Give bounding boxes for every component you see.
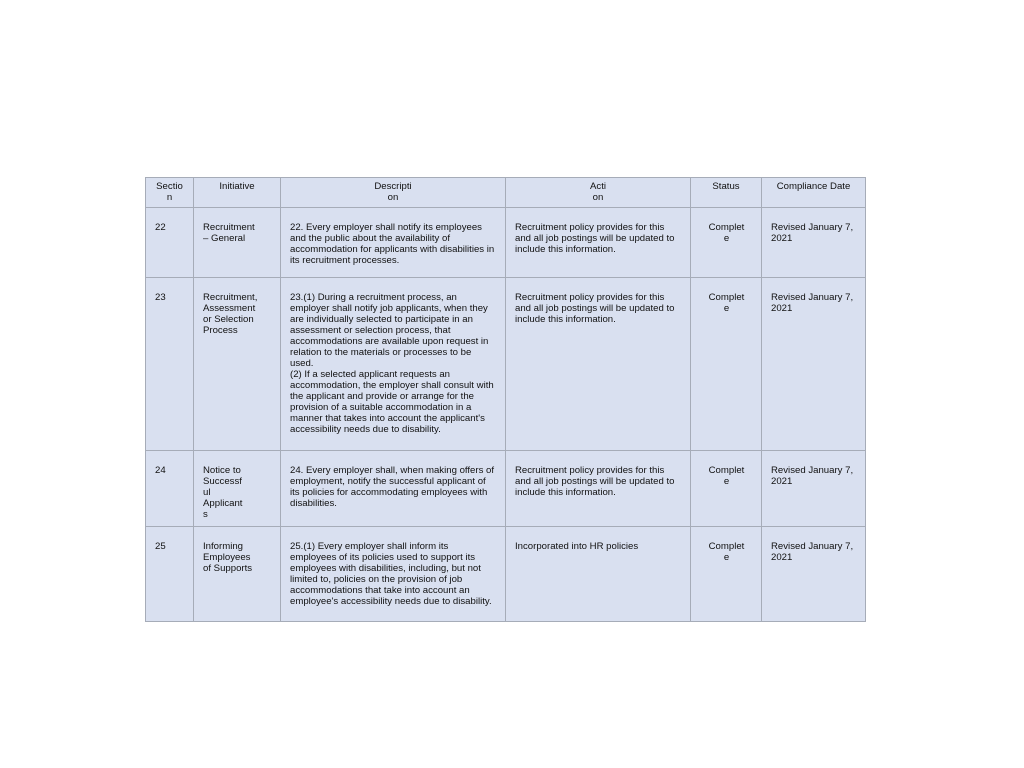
table-row	[146, 527, 866, 622]
header-description-label: Descripti on	[374, 181, 412, 203]
table-row	[146, 451, 866, 527]
table-row	[146, 208, 866, 278]
action-text: Incorporated into HR policies	[515, 541, 639, 552]
header-compliance-date	[762, 178, 866, 208]
status-cell	[691, 527, 762, 622]
action-cell	[506, 451, 691, 527]
description-text: 25.(1) Every employer shall inform its employees of its policies used to support its employees with disabilities, including, but not limited to, policies on the provision of job accommodations that take into account an employee's accessibility needs due to disability.	[290, 541, 492, 607]
header-action-label: Acti on	[590, 181, 606, 203]
compliance-date-text: Revised January 7, 2021	[771, 292, 854, 314]
action-cell	[506, 527, 691, 622]
status-text: Complet e	[708, 541, 745, 563]
section-cell	[146, 451, 194, 527]
compliance-date-text: Revised January 7, 2021	[771, 465, 854, 487]
status-text: Complet e	[708, 465, 745, 487]
initiative-cell	[194, 527, 281, 622]
header-status-label: Status	[712, 181, 740, 192]
compliance-date-text: Revised January 7, 2021	[771, 222, 854, 244]
initiative-text: Recruitment – General	[203, 222, 255, 244]
section-number: 22	[155, 222, 166, 233]
header-status	[691, 178, 762, 208]
header-initiative-label: Initiative	[219, 181, 255, 192]
section-cell	[146, 527, 194, 622]
status-text: Complet e	[708, 222, 745, 244]
initiative-cell	[194, 208, 281, 278]
action-cell	[506, 278, 691, 451]
compliance-table	[145, 177, 866, 622]
action-text: Recruitment policy provides for this and all job postings will be updated to include this information.	[515, 465, 675, 498]
compliance-date-cell	[762, 451, 866, 527]
section-number: 25	[155, 541, 166, 552]
status-cell	[691, 208, 762, 278]
compliance-date-cell	[762, 278, 866, 451]
initiative-cell	[194, 278, 281, 451]
initiative-text: Informing Employees of Supports	[203, 541, 253, 574]
table-row	[146, 278, 866, 451]
status-cell	[691, 278, 762, 451]
section-number: 23	[155, 292, 166, 303]
compliance-date-cell	[762, 208, 866, 278]
description-cell	[281, 208, 506, 278]
status-text: Complet e	[708, 292, 745, 314]
description-text: 22. Every employer shall notify its employees and the public about the availability of accommodation for applicants with disabilities in its recruitment processes.	[290, 222, 495, 266]
section-cell	[146, 278, 194, 451]
header-section	[146, 178, 194, 208]
action-text: Recruitment policy provides for this and all job postings will be updated to include this information.	[515, 222, 675, 255]
header-description	[281, 178, 506, 208]
header-action	[506, 178, 691, 208]
header-initiative	[194, 178, 281, 208]
description-text: 23.(1) During a recruitment process, an employer shall notify job applicants, when they are individually selected to participate in an assessment or selection process, that accommodations are available upon request in relation to the materials or processes to be used. (2) If a selected applicant requests an accommodation, the employer shall consult with the applicant and provide or arrange for the provision of a suitable accommodation in a manner that takes into account the applicant's accessibility needs due to disability.	[290, 292, 494, 435]
description-cell	[281, 451, 506, 527]
initiative-text: Recruitment, Assessment or Selection Process	[203, 292, 258, 336]
section-cell	[146, 208, 194, 278]
compliance-date-text: Revised January 7, 2021	[771, 541, 854, 563]
section-number: 24	[155, 465, 166, 476]
status-cell	[691, 451, 762, 527]
description-cell	[281, 278, 506, 451]
compliance-date-cell	[762, 527, 866, 622]
header-section-label: Sectio n	[156, 181, 183, 203]
header-compliance-date-label: Compliance Date	[776, 181, 851, 192]
table-header-row	[146, 178, 866, 208]
description-text: 24. Every employer shall, when making offers of employment, notify the successful applicant of its policies for accommodating employees with disabilities.	[290, 465, 495, 509]
initiative-cell	[194, 451, 281, 527]
initiative-text: Notice to Successf ul Applicant s	[203, 465, 243, 520]
action-text: Recruitment policy provides for this and all job postings will be updated to include this information.	[515, 292, 675, 325]
description-cell	[281, 527, 506, 622]
action-cell	[506, 208, 691, 278]
